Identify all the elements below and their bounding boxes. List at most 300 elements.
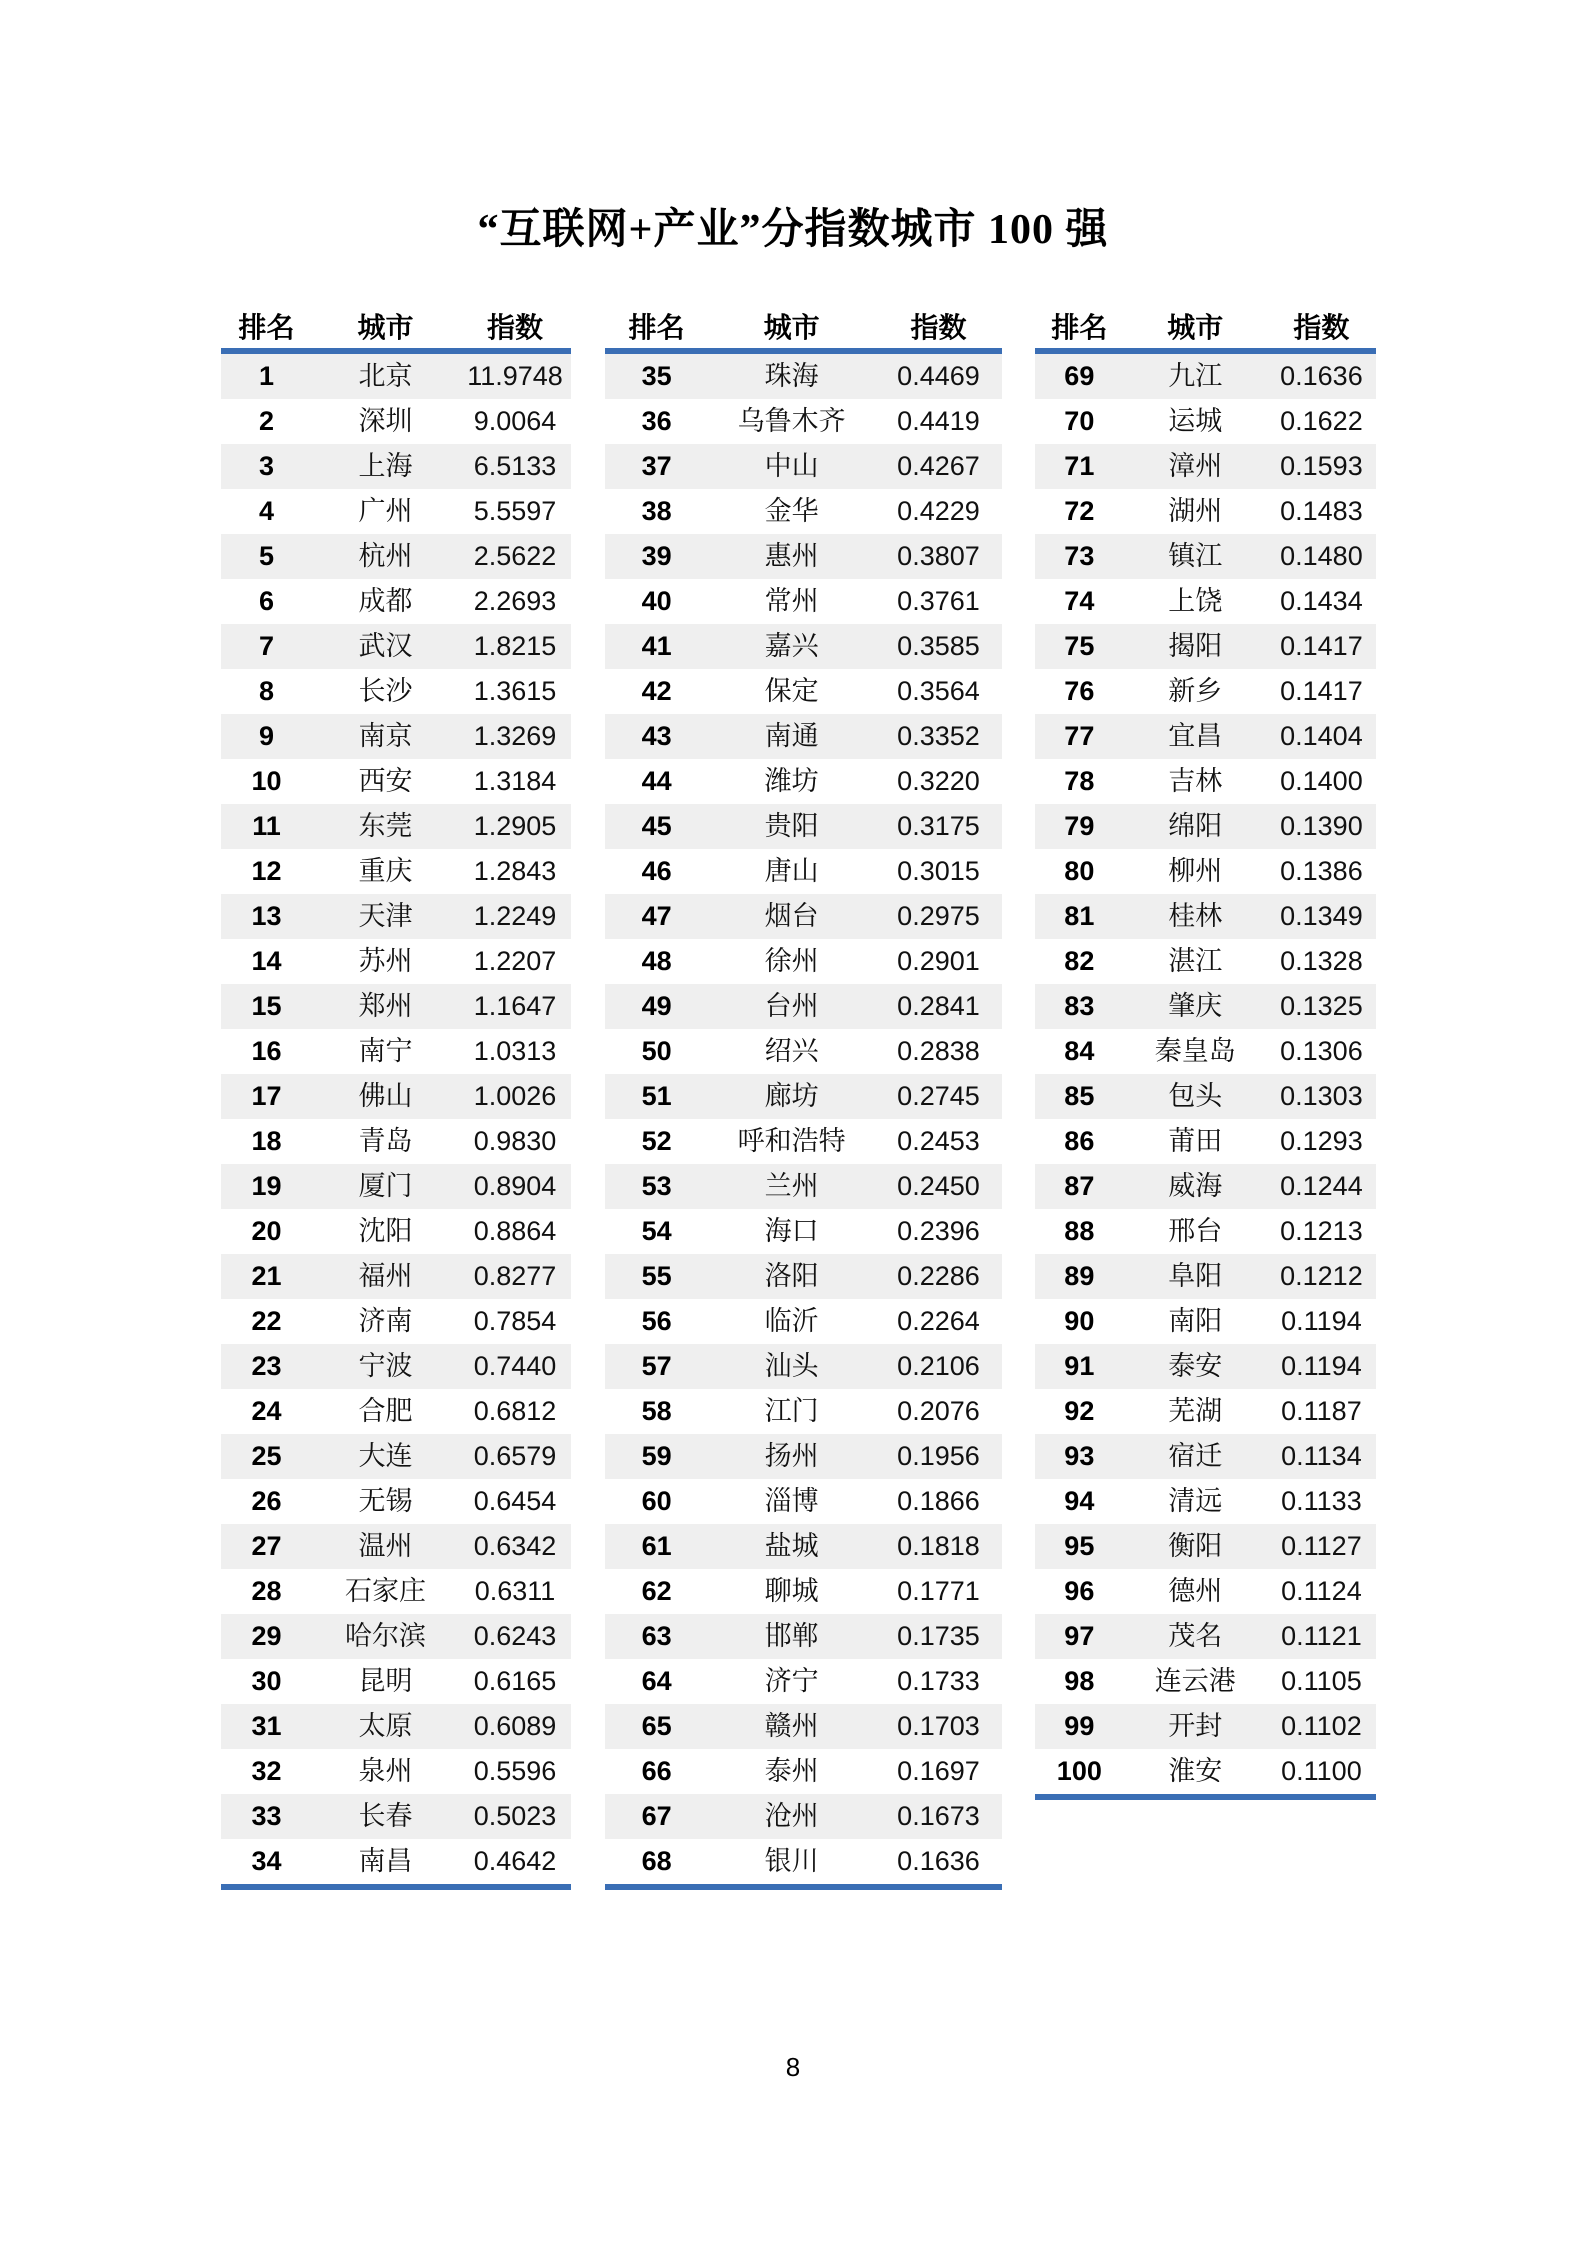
index-cell: 0.2975: [897, 901, 980, 931]
city-cell: 临沂: [764, 1306, 819, 1336]
index-cell: 0.1593: [1280, 451, 1363, 481]
index-cell: 1.3269: [473, 721, 557, 751]
index-cell: 0.1100: [1281, 1756, 1362, 1786]
city-cell: 苏州: [358, 946, 413, 976]
table-row: [605, 1434, 1002, 1479]
table-row: [221, 759, 571, 804]
table-body: [605, 354, 1002, 1890]
table-row: [605, 1524, 1002, 1569]
city-cell: 肇庆: [1168, 991, 1223, 1021]
city-cell: 珠海: [764, 361, 819, 391]
city-cell: 大连: [358, 1441, 413, 1471]
rank-cell: 30: [251, 1666, 282, 1696]
city-cell: 长春: [358, 1801, 413, 1831]
city-cell: 洛阳: [764, 1261, 819, 1291]
rank-cell: 2: [258, 406, 275, 436]
index-cell: 0.6342: [473, 1531, 557, 1561]
index-cell: 0.8904: [473, 1171, 557, 1201]
index-cell: 0.1400: [1280, 766, 1363, 796]
table-row: [221, 1614, 571, 1659]
index-cell: 0.9830: [473, 1126, 557, 1156]
index-cell: 0.4642: [473, 1846, 557, 1876]
index-cell: 1.2249: [473, 901, 557, 931]
column-header-rank: 排名: [238, 312, 295, 343]
table-row: [1035, 354, 1376, 399]
rank-cell: 84: [1064, 1036, 1095, 1066]
index-cell: 1.0313: [473, 1036, 557, 1066]
table-header: [221, 308, 571, 354]
index-cell: 0.1213: [1280, 1216, 1363, 1246]
city-cell: 柳州: [1168, 856, 1223, 886]
rank-cell: 100: [1056, 1756, 1102, 1786]
index-cell: 0.1622: [1280, 406, 1363, 436]
index-cell: 0.2745: [897, 1081, 980, 1111]
city-cell: 淄博: [764, 1486, 819, 1516]
rank-cell: 98: [1064, 1666, 1095, 1696]
index-cell: 0.3220: [897, 766, 980, 796]
city-cell: 郑州: [358, 991, 413, 1021]
city-cell: 邢台: [1168, 1216, 1223, 1246]
rank-cell: 26: [251, 1486, 282, 1516]
table-row: [605, 759, 1002, 804]
index-cell: 1.1647: [473, 991, 557, 1021]
rank-cell: 99: [1064, 1711, 1095, 1741]
rank-cell: 36: [641, 406, 672, 436]
rank-cell: 25: [251, 1441, 282, 1471]
table-row: [221, 1749, 571, 1794]
city-cell: 东莞: [358, 811, 413, 841]
index-cell: 0.1121: [1281, 1621, 1362, 1651]
table-row: [221, 1389, 571, 1434]
index-cell: 0.1818: [897, 1531, 980, 1561]
index-cell: 0.1386: [1280, 856, 1363, 886]
city-cell: 威海: [1168, 1171, 1223, 1201]
rank-cell: 83: [1064, 991, 1095, 1021]
table-row: [605, 714, 1002, 759]
table-row: [605, 1164, 1002, 1209]
rank-cell: 74: [1064, 586, 1095, 616]
rank-cell: 52: [641, 1126, 672, 1156]
city-cell: 兰州: [764, 1171, 819, 1201]
city-cell: 中山: [764, 451, 819, 481]
index-cell: 2.5622: [473, 541, 557, 571]
rank-cell: 57: [641, 1351, 672, 1381]
index-cell: 0.2901: [897, 946, 980, 976]
table-body: [221, 354, 571, 1890]
table-row: [605, 534, 1002, 579]
index-cell: 0.5023: [473, 1801, 557, 1831]
rank-cell: 62: [641, 1576, 672, 1606]
table-row: [221, 849, 571, 894]
city-cell: 开封: [1168, 1711, 1223, 1741]
index-cell: 0.1328: [1280, 946, 1363, 976]
rank-cell: 96: [1064, 1576, 1095, 1606]
city-cell: 茂名: [1168, 1621, 1223, 1651]
city-cell: 无锡: [358, 1486, 413, 1516]
index-cell: 0.2838: [897, 1036, 980, 1066]
city-cell: 沈阳: [358, 1216, 413, 1246]
ranking-table-3: [1035, 308, 1376, 1800]
city-cell: 泉州: [358, 1756, 413, 1786]
city-cell: 包头: [1168, 1081, 1223, 1111]
table-row: [221, 1299, 571, 1344]
rank-cell: 40: [641, 586, 672, 616]
index-cell: 0.3761: [897, 586, 980, 616]
index-cell: 0.6454: [473, 1486, 557, 1516]
city-cell: 泰安: [1168, 1351, 1223, 1381]
table-row: [1035, 714, 1376, 759]
column-header-rank: 排名: [628, 312, 685, 343]
table-row: [1035, 939, 1376, 984]
index-cell: 0.7440: [473, 1351, 557, 1381]
table-row: [605, 1569, 1002, 1614]
index-cell: 0.2396: [897, 1216, 980, 1246]
rank-cell: 22: [251, 1306, 282, 1336]
rank-cell: 29: [251, 1621, 282, 1651]
index-cell: 0.1244: [1280, 1171, 1363, 1201]
rank-cell: 69: [1064, 361, 1095, 391]
city-cell: 贵阳: [764, 811, 819, 841]
index-cell: 0.2286: [897, 1261, 980, 1291]
rank-cell: 47: [641, 901, 672, 931]
index-cell: 0.1735: [897, 1621, 980, 1651]
rank-cell: 87: [1064, 1171, 1095, 1201]
city-cell: 宜昌: [1168, 721, 1223, 751]
rank-cell: 80: [1064, 856, 1095, 886]
city-cell: 济南: [358, 1306, 413, 1336]
table-row: [1035, 1389, 1376, 1434]
rank-cell: 31: [251, 1711, 282, 1741]
rank-cell: 33: [251, 1801, 282, 1831]
city-cell: 赣州: [764, 1711, 819, 1741]
rank-cell: 43: [641, 721, 672, 751]
index-cell: 0.1134: [1281, 1441, 1362, 1471]
city-cell: 秦皇岛: [1154, 1036, 1236, 1066]
table-row: [221, 624, 571, 669]
rank-cell: 34: [251, 1846, 282, 1876]
rank-cell: 35: [641, 361, 672, 391]
rank-cell: 56: [641, 1306, 672, 1336]
rank-cell: 82: [1064, 946, 1095, 976]
table-row: [221, 534, 571, 579]
table-row: [605, 984, 1002, 1029]
index-cell: 0.8277: [473, 1261, 557, 1291]
table-row: [221, 489, 571, 534]
city-cell: 阜阳: [1168, 1261, 1223, 1291]
rank-cell: 60: [641, 1486, 672, 1516]
table-row: [605, 804, 1002, 849]
table-row: [1035, 534, 1376, 579]
index-cell: 1.2207: [473, 946, 557, 976]
table-row: [221, 1209, 571, 1254]
table-row: [221, 399, 571, 444]
rank-cell: 59: [641, 1441, 672, 1471]
rank-cell: 6: [258, 586, 275, 616]
city-cell: 青岛: [358, 1126, 413, 1156]
rank-cell: 37: [641, 451, 672, 481]
index-cell: 0.1133: [1281, 1486, 1362, 1516]
rank-cell: 94: [1064, 1486, 1095, 1516]
rank-cell: 90: [1064, 1306, 1095, 1336]
index-cell: 0.1866: [897, 1486, 980, 1516]
table-row: [1035, 1614, 1376, 1659]
city-cell: 重庆: [358, 856, 413, 886]
table-body: [1035, 354, 1376, 1800]
table-row: [1035, 1209, 1376, 1254]
rank-cell: 27: [251, 1531, 282, 1561]
table-row: [1035, 669, 1376, 714]
city-cell: 北京: [358, 361, 413, 391]
index-cell: 0.6311: [474, 1576, 556, 1606]
table-row: [221, 579, 571, 624]
rank-cell: 67: [641, 1801, 672, 1831]
rank-cell: 93: [1064, 1441, 1095, 1471]
city-cell: 湛江: [1168, 946, 1223, 976]
table-row: [605, 894, 1002, 939]
rank-cell: 10: [251, 766, 282, 796]
table-row: [221, 1659, 571, 1704]
city-cell: 聊城: [764, 1576, 819, 1606]
index-cell: 1.8215: [473, 631, 557, 661]
table-row: [221, 894, 571, 939]
table-row: [605, 1074, 1002, 1119]
rank-cell: 64: [641, 1666, 672, 1696]
index-cell: 0.1404: [1280, 721, 1363, 751]
city-cell: 江门: [764, 1396, 819, 1426]
table-row: [605, 1794, 1002, 1839]
index-cell: 0.1956: [897, 1441, 980, 1471]
rank-cell: 17: [251, 1081, 282, 1111]
rank-cell: 21: [251, 1261, 282, 1291]
index-cell: 0.2450: [897, 1171, 980, 1201]
table-row: [605, 849, 1002, 894]
index-cell: 0.6579: [473, 1441, 557, 1471]
city-cell: 南阳: [1168, 1306, 1223, 1336]
table-row: [221, 1119, 571, 1164]
table-row: [1035, 984, 1376, 1029]
table-row: [221, 1434, 571, 1479]
city-cell: 保定: [764, 676, 819, 706]
city-cell: 桂林: [1168, 901, 1223, 931]
table-row: [221, 714, 571, 759]
index-cell: 0.8864: [473, 1216, 557, 1246]
index-cell: 0.1434: [1280, 586, 1363, 616]
city-cell: 扬州: [764, 1441, 819, 1471]
table-row: [221, 939, 571, 984]
rank-cell: 14: [251, 946, 282, 976]
rank-cell: 51: [641, 1081, 672, 1111]
table-row: [1035, 579, 1376, 624]
city-cell: 芜湖: [1168, 1396, 1223, 1426]
index-cell: 11.9748: [467, 361, 563, 391]
city-cell: 淮安: [1168, 1756, 1223, 1786]
rank-cell: 63: [641, 1621, 672, 1651]
rank-cell: 19: [251, 1171, 282, 1201]
rank-cell: 23: [251, 1351, 282, 1381]
rank-cell: 75: [1064, 631, 1095, 661]
rank-cell: 28: [251, 1576, 282, 1606]
table-row: [1035, 444, 1376, 489]
index-cell: 0.3585: [897, 631, 980, 661]
city-cell: 温州: [358, 1531, 413, 1561]
city-cell: 宿迁: [1168, 1441, 1223, 1471]
city-cell: 揭阳: [1168, 631, 1223, 661]
city-cell: 莆田: [1168, 1126, 1223, 1156]
index-cell: 2.2693: [473, 586, 557, 616]
index-cell: 0.1480: [1280, 541, 1363, 571]
rank-cell: 7: [258, 631, 275, 661]
table-row: [221, 444, 571, 489]
index-cell: 0.4419: [897, 406, 980, 436]
rank-cell: 20: [251, 1216, 282, 1246]
city-cell: 呼和浩特: [737, 1126, 846, 1156]
city-cell: 天津: [358, 901, 413, 931]
index-cell: 0.3564: [897, 676, 980, 706]
rank-cell: 39: [641, 541, 672, 571]
table-row: [221, 984, 571, 1029]
index-cell: 0.6165: [473, 1666, 557, 1696]
table-row: [221, 1164, 571, 1209]
index-cell: 0.6089: [473, 1711, 557, 1741]
table-row: [1035, 894, 1376, 939]
city-cell: 乌鲁木齐: [737, 406, 846, 436]
column-header-city: 城市: [763, 312, 820, 343]
table-row: [605, 1254, 1002, 1299]
city-cell: 广州: [358, 496, 413, 526]
table-row: [221, 354, 571, 399]
table-row: [605, 489, 1002, 534]
rank-cell: 9: [258, 721, 275, 751]
table-row: [221, 1569, 571, 1614]
city-cell: 上海: [358, 451, 413, 481]
table-row: [1035, 1344, 1376, 1389]
index-cell: 0.2076: [897, 1396, 980, 1426]
rank-cell: 58: [641, 1396, 672, 1426]
table-row: [1035, 1074, 1376, 1119]
index-cell: 0.1417: [1280, 676, 1363, 706]
index-cell: 0.4229: [897, 496, 980, 526]
rank-cell: 91: [1064, 1351, 1095, 1381]
index-cell: 0.1212: [1280, 1261, 1363, 1291]
city-cell: 长沙: [358, 676, 413, 706]
city-cell: 海口: [764, 1216, 819, 1246]
page-title: “互联网+产业”分指数城市 100 强: [477, 207, 1109, 253]
rank-cell: 53: [641, 1171, 672, 1201]
rank-cell: 5: [258, 541, 275, 571]
index-cell: 0.1636: [897, 1846, 980, 1876]
rank-cell: 49: [641, 991, 672, 1021]
table-row: [221, 1704, 571, 1749]
rank-cell: 78: [1064, 766, 1095, 796]
rank-cell: 95: [1064, 1531, 1095, 1561]
city-cell: 盐城: [764, 1531, 819, 1561]
index-cell: 0.1673: [897, 1801, 980, 1831]
city-cell: 烟台: [764, 901, 819, 931]
table-row: [605, 1299, 1002, 1344]
table-row: [605, 1389, 1002, 1434]
table-row: [221, 1029, 571, 1074]
city-cell: 南昌: [358, 1846, 413, 1876]
column-header-index: 指数: [1293, 312, 1350, 343]
index-cell: 0.1102: [1281, 1711, 1362, 1741]
rank-cell: 76: [1064, 676, 1095, 706]
index-cell: 0.3807: [897, 541, 980, 571]
column-header-rank: 排名: [1051, 312, 1108, 343]
table-row: [1035, 1524, 1376, 1569]
rank-cell: 3: [258, 451, 275, 481]
rank-cell: 15: [251, 991, 282, 1021]
index-cell: 0.4267: [897, 451, 980, 481]
city-cell: 合肥: [358, 1396, 413, 1426]
index-cell: 0.2106: [897, 1351, 980, 1381]
ranking-table-1: [221, 308, 571, 1890]
table-row: [605, 1209, 1002, 1254]
rank-cell: 41: [641, 631, 672, 661]
table-row: [605, 1344, 1002, 1389]
rank-cell: 38: [641, 496, 672, 526]
rank-cell: 4: [258, 496, 275, 526]
index-cell: 0.5596: [473, 1756, 557, 1786]
table-row: [605, 1839, 1002, 1884]
city-cell: 惠州: [764, 541, 819, 571]
city-cell: 泰州: [764, 1756, 819, 1786]
index-cell: 0.2453: [897, 1126, 980, 1156]
rank-cell: 24: [251, 1396, 282, 1426]
index-cell: 0.1325: [1280, 991, 1363, 1021]
index-cell: 0.1733: [897, 1666, 980, 1696]
city-cell: 衡阳: [1168, 1531, 1223, 1561]
rank-cell: 8: [258, 676, 275, 706]
table-row: [1035, 1704, 1376, 1749]
city-cell: 唐山: [764, 856, 819, 886]
rank-cell: 1: [258, 361, 275, 391]
index-cell: 0.1390: [1280, 811, 1363, 841]
city-cell: 太原: [358, 1711, 413, 1741]
city-cell: 潍坊: [764, 766, 819, 796]
rank-cell: 77: [1064, 721, 1095, 751]
table-header: [1035, 308, 1376, 354]
column-header-city: 城市: [357, 312, 414, 343]
table-row: [1035, 1119, 1376, 1164]
index-cell: 6.5133: [473, 451, 557, 481]
rank-cell: 12: [251, 856, 282, 886]
rank-cell: 61: [641, 1531, 672, 1561]
table-row: [1035, 804, 1376, 849]
city-cell: 德州: [1168, 1576, 1223, 1606]
table-row: [605, 399, 1002, 444]
city-cell: 金华: [764, 496, 819, 526]
table-row: [1035, 624, 1376, 669]
city-cell: 福州: [358, 1261, 413, 1291]
index-cell: 0.1293: [1280, 1126, 1363, 1156]
index-cell: 0.1636: [1280, 361, 1363, 391]
index-cell: 0.1703: [897, 1711, 980, 1741]
page-number: 8: [785, 2052, 801, 2082]
table-row: [605, 624, 1002, 669]
city-cell: 武汉: [358, 631, 413, 661]
city-cell: 厦门: [358, 1171, 413, 1201]
index-cell: 1.2843: [473, 856, 557, 886]
table-row: [605, 444, 1002, 489]
city-cell: 运城: [1168, 406, 1223, 436]
table-row: [1035, 1569, 1376, 1614]
city-cell: 绵阳: [1168, 811, 1223, 841]
table-row: [221, 1479, 571, 1524]
column-header-index: 指数: [910, 312, 967, 343]
table-row: [605, 1029, 1002, 1074]
city-cell: 邯郸: [764, 1621, 819, 1651]
index-cell: 1.2905: [473, 811, 557, 841]
